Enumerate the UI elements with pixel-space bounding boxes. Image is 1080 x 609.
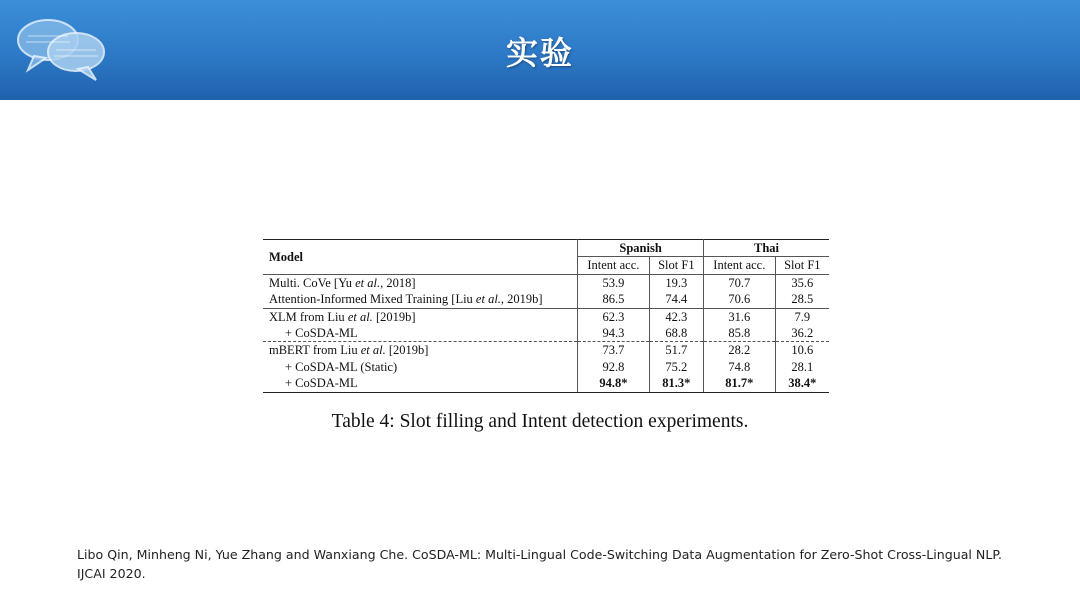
- value-cell: 53.9: [578, 274, 650, 291]
- thai-header: Thai: [704, 240, 829, 257]
- subheader-spanish-slot: Slot F1: [649, 257, 703, 274]
- table-row: [263, 375, 829, 392]
- value-cell: 31.6: [704, 308, 776, 325]
- value-cell: 86.5: [578, 291, 650, 308]
- model-name: + CoSDA-ML: [263, 375, 578, 392]
- model-name: Multi. CoVe [Yu et al., 2018]: [263, 274, 578, 291]
- value-cell: 74.4: [649, 291, 703, 308]
- subheader-thai-intent: Intent acc.: [704, 257, 776, 274]
- value-cell: 28.5: [791, 292, 814, 307]
- value-cell: 94.3: [578, 325, 650, 342]
- slide-title: 实验: [505, 34, 574, 72]
- value-cell: 85.8: [704, 325, 776, 342]
- value-cell: 74.8: [704, 359, 776, 375]
- results-table-image: [263, 239, 829, 393]
- value-cell: 35.6: [775, 274, 829, 291]
- table-caption: Table 4: Slot filling and Intent detection experiments.: [331, 411, 749, 432]
- spanish-header: Spanish: [578, 240, 704, 257]
- model-column-header: Model: [263, 240, 578, 275]
- value-cell: 73.7: [578, 342, 650, 359]
- value-cell: 28.2: [704, 342, 776, 359]
- subheader-thai-slot: Slot F1: [775, 257, 829, 274]
- model-name: Attention-Informed Mixed Training [Liu et al., 2019b]: [263, 291, 578, 308]
- table-row: [263, 274, 829, 291]
- citation: [77, 545, 1067, 583]
- value-cell: 81.3*: [649, 375, 703, 392]
- value-cell: 70.7: [704, 274, 776, 291]
- model-name: XLM from Liu et al. [2019b]: [263, 308, 578, 325]
- value-cell: 10.6: [775, 342, 829, 359]
- table-row: [263, 359, 829, 375]
- citation-line-1: Libo Qin, Minheng Ni, Yue Zhang and Wanxiang Che. CoSDA-ML: Multi-Lingual Code-Switching Data Augmentation for Zero-Shot Cross-Lingual NLP.: [77, 547, 1002, 562]
- model-name: + CoSDA-ML (Static): [263, 359, 578, 375]
- table-row: [263, 291, 829, 308]
- model-name: + CoSDA-ML: [263, 325, 578, 342]
- model-name: mBERT from Liu et al. [2019b]: [263, 342, 578, 359]
- value-cell: 75.2: [649, 359, 703, 375]
- value-cell: 70.6: [704, 291, 776, 308]
- slide-header: [0, 0, 1080, 100]
- value-cell: 62.3: [578, 308, 650, 325]
- table-row: [263, 325, 829, 342]
- value-cell: 81.7*: [704, 375, 776, 392]
- value-cell: 7.9: [775, 308, 829, 325]
- table-header-row: [263, 240, 829, 257]
- value-cell: 94.8*: [578, 375, 650, 392]
- value-cell: 36.2: [791, 326, 814, 341]
- value-cell: 42.3: [649, 308, 703, 325]
- value-cell: 68.8: [649, 325, 703, 342]
- value-cell: 19.3: [649, 274, 703, 291]
- value-cell: 28.1: [791, 359, 814, 374]
- table-row: [263, 342, 829, 359]
- value-cell: 51.7: [649, 342, 703, 359]
- value-cell: 92.8: [578, 359, 650, 375]
- table-row: [263, 308, 829, 325]
- value-cell: 38.4*: [775, 375, 829, 392]
- results-table: [263, 239, 829, 393]
- citation-line-2: IJCAI 2020.: [77, 566, 146, 581]
- subheader-spanish-intent: Intent acc.: [578, 257, 650, 274]
